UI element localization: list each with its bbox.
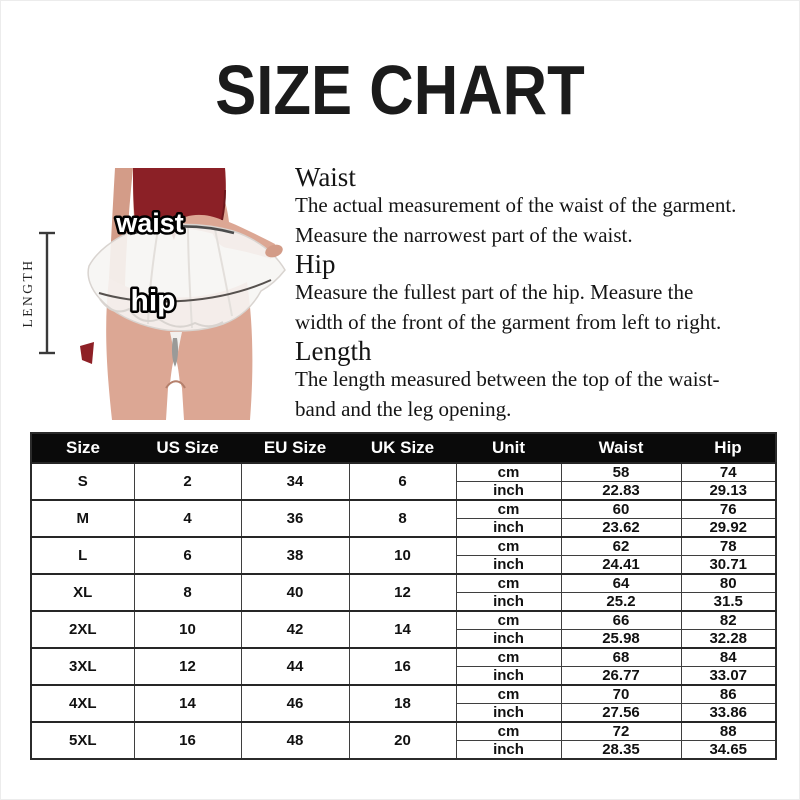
us-size-cell: 4 xyxy=(134,500,241,537)
col-header-unit: Unit xyxy=(456,433,561,463)
unit-cell: inch xyxy=(456,630,561,649)
waist-cell: 28.35 xyxy=(561,741,681,760)
col-header-eu-size: EU Size xyxy=(241,433,349,463)
us-size-cell: 2 xyxy=(134,463,241,500)
us-size-cell: 8 xyxy=(134,574,241,611)
eu-size-cell: 44 xyxy=(241,648,349,685)
table-row xyxy=(31,722,776,741)
unit-cell: inch xyxy=(456,741,561,760)
hip-cell: 33.07 xyxy=(681,667,776,686)
unit-cell: inch xyxy=(456,593,561,612)
waist-cell: 22.83 xyxy=(561,482,681,501)
uk-size-cell: 16 xyxy=(349,648,456,685)
size-cell: L xyxy=(31,537,134,574)
uk-size-cell: 12 xyxy=(349,574,456,611)
hip-cell: 33.86 xyxy=(681,704,776,723)
uk-size-cell: 10 xyxy=(349,537,456,574)
uk-size-cell: 14 xyxy=(349,611,456,648)
waist-cell: 27.56 xyxy=(561,704,681,723)
eu-size-cell: 40 xyxy=(241,574,349,611)
hip-label: hip xyxy=(130,284,176,318)
waist-cell: 72 xyxy=(561,722,681,741)
hip-cell: 29.92 xyxy=(681,519,776,538)
unit-cell: cm xyxy=(456,722,561,741)
hip-cell: 86 xyxy=(681,685,776,704)
waist-cell: 64 xyxy=(561,574,681,593)
guide-heading-waist: Waist xyxy=(295,162,356,192)
hip-cell: 34.65 xyxy=(681,741,776,760)
hip-cell: 78 xyxy=(681,537,776,556)
unit-cell: cm xyxy=(456,574,561,593)
unit-cell: cm xyxy=(456,648,561,667)
size-cell: XL xyxy=(31,574,134,611)
table-row xyxy=(31,685,776,704)
table-header-row xyxy=(31,433,776,463)
unit-cell: inch xyxy=(456,482,561,501)
hip-cell: 76 xyxy=(681,500,776,519)
table-row xyxy=(31,574,776,593)
hip-cell: 82 xyxy=(681,611,776,630)
waist-cell: 66 xyxy=(561,611,681,630)
waist-cell: 60 xyxy=(561,500,681,519)
length-label: LENGTH xyxy=(20,258,35,328)
table-row xyxy=(31,611,776,630)
waist-cell: 58 xyxy=(561,463,681,482)
page-title: SIZE CHART xyxy=(215,51,585,129)
eu-size-cell: 46 xyxy=(241,685,349,722)
waist-cell: 26.77 xyxy=(561,667,681,686)
waist-cell: 62 xyxy=(561,537,681,556)
unit-cell: inch xyxy=(456,519,561,538)
hip-cell: 80 xyxy=(681,574,776,593)
uk-size-cell: 18 xyxy=(349,685,456,722)
waist-label: waist xyxy=(116,208,184,238)
unit-cell: cm xyxy=(456,685,561,704)
guide-text: band and the leg opening. xyxy=(295,396,512,421)
guide-text: width of the front of the garment from left to right. xyxy=(295,309,722,334)
guide-text: Measure the fullest part of the hip. Measure the xyxy=(295,280,694,304)
guide-heading-length: Length xyxy=(295,336,372,366)
us-size-cell: 6 xyxy=(134,537,241,574)
size-table xyxy=(30,432,777,760)
size-cell: 3XL xyxy=(31,648,134,685)
guide-heading-hip: Hip xyxy=(295,249,336,279)
unit-cell: cm xyxy=(456,537,561,556)
unit-cell: cm xyxy=(456,500,561,519)
table-row xyxy=(31,537,776,556)
col-header-uk-size: UK Size xyxy=(349,433,456,463)
waist-cell: 68 xyxy=(561,648,681,667)
uk-size-cell: 6 xyxy=(349,463,456,500)
eu-size-cell: 42 xyxy=(241,611,349,648)
size-cell: 5XL xyxy=(31,722,134,759)
size-cell: S xyxy=(31,463,134,500)
hip-cell: 88 xyxy=(681,722,776,741)
table-row xyxy=(31,500,776,519)
hip-cell: 32.28 xyxy=(681,630,776,649)
hip-cell: 84 xyxy=(681,648,776,667)
col-header-waist: Waist xyxy=(561,433,681,463)
length-measure-line xyxy=(39,233,55,353)
unit-cell: inch xyxy=(456,667,561,686)
uk-size-cell: 20 xyxy=(349,722,456,759)
measurement-figure xyxy=(20,160,300,425)
waist-cell: 70 xyxy=(561,685,681,704)
size-cell: 4XL xyxy=(31,685,134,722)
size-cell: 2XL xyxy=(31,611,134,648)
hip-cell: 31.5 xyxy=(681,593,776,612)
uk-size-cell: 8 xyxy=(349,500,456,537)
us-size-cell: 14 xyxy=(134,685,241,722)
us-size-cell: 10 xyxy=(134,611,241,648)
eu-size-cell: 48 xyxy=(241,722,349,759)
unit-cell: cm xyxy=(456,463,561,482)
col-header-size: Size xyxy=(31,433,134,463)
col-header-hip: Hip xyxy=(681,433,776,463)
col-header-us-size: US Size xyxy=(134,433,241,463)
unit-cell: inch xyxy=(456,556,561,575)
model-photo xyxy=(20,160,300,425)
guide-text: The length measured between the top of the waist- xyxy=(295,367,720,391)
eu-size-cell: 36 xyxy=(241,500,349,537)
waist-cell: 24.41 xyxy=(561,556,681,575)
eu-size-cell: 38 xyxy=(241,537,349,574)
table-row xyxy=(31,648,776,667)
waist-cell: 25.98 xyxy=(561,630,681,649)
size-cell: M xyxy=(31,500,134,537)
guide-text: Measure the narrowest part of the waist. xyxy=(295,222,633,247)
us-size-cell: 12 xyxy=(134,648,241,685)
table-row xyxy=(31,463,776,482)
hip-cell: 74 xyxy=(681,463,776,482)
unit-cell: cm xyxy=(456,611,561,630)
unit-cell: inch xyxy=(456,704,561,723)
measure-guide xyxy=(295,163,790,424)
waist-cell: 23.62 xyxy=(561,519,681,538)
waist-cell: 25.2 xyxy=(561,593,681,612)
guide-text: The actual measurement of the waist of the garment. xyxy=(295,193,737,217)
hip-cell: 30.71 xyxy=(681,556,776,575)
hip-cell: 29.13 xyxy=(681,482,776,501)
eu-size-cell: 34 xyxy=(241,463,349,500)
us-size-cell: 16 xyxy=(134,722,241,759)
